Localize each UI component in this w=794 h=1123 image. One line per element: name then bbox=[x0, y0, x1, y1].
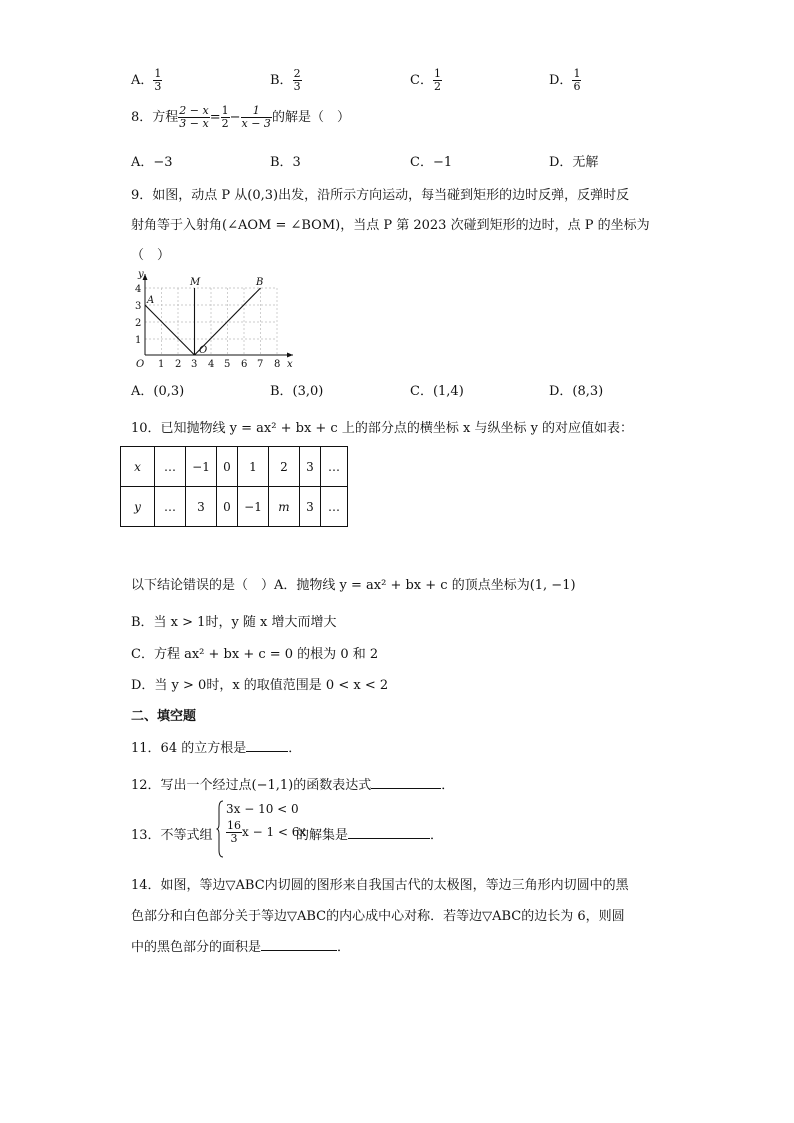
q7-option-c: C． $\frac{1}{2}$ bbox=[410, 67, 441, 93]
svg-text:x: x bbox=[287, 359, 293, 370]
svg-text:O: O bbox=[136, 359, 145, 370]
q11: 11．64 的立方根是 ． bbox=[131, 741, 302, 756]
svg-text:8: 8 bbox=[274, 359, 281, 370]
q12: 12．写出一个经过点(−1,1)的函数表达式 ． bbox=[131, 778, 455, 793]
q7-option-a: A． $\frac{1}{3}$ bbox=[131, 67, 162, 93]
q12-answer-blank bbox=[371, 776, 441, 789]
section-title: 二、填空题 bbox=[131, 709, 197, 724]
svg-text:1: 1 bbox=[135, 335, 142, 346]
q7-option-d: D． $\frac{1}{6}$ bbox=[549, 67, 581, 93]
q8-option-c: C．−1 bbox=[410, 155, 453, 170]
q10-question: 以下结论错误的是（ ）A．抛物线 y = ax² + bx + c 的顶点坐标为(1, −1) bbox=[131, 578, 576, 593]
q13-system bbox=[216, 800, 307, 858]
svg-text:y: y bbox=[138, 269, 144, 280]
q13-ineq-2: $\frac{16}{3}$ x − 1 < 6x bbox=[227, 819, 307, 845]
svg-text:4: 4 bbox=[208, 359, 215, 370]
svg-text:1: 1 bbox=[158, 359, 165, 370]
q11-answer-blank bbox=[246, 739, 288, 752]
q10-option-b: B．当 x > 1时，y 随 x 增大而增大 bbox=[131, 615, 337, 630]
svg-text:B: B bbox=[256, 277, 264, 288]
q10-option-d: D．当 y > 0时，x 的取值范围是 0 < x < 2 bbox=[131, 678, 389, 693]
table-row: x … −1 0 1 2 3 … bbox=[121, 447, 348, 487]
svg-text:A: A bbox=[147, 295, 155, 306]
svg-text:2: 2 bbox=[135, 318, 142, 329]
q8-option-d: D．无解 bbox=[549, 155, 599, 170]
q8-option-b: B．3 bbox=[270, 155, 301, 170]
q13-ineq-1: 3x − 10 < 0 bbox=[226, 802, 299, 816]
svg-text:M: M bbox=[190, 277, 201, 288]
q10-value-table bbox=[120, 446, 348, 527]
left-brace-icon bbox=[216, 800, 224, 858]
q8-option-a: A．−3 bbox=[131, 155, 173, 170]
q14-line2: 色部分和白色部分关于等边▽ABC的内心成中心对称．若等边▽ABC的边长为 6，则圆 bbox=[131, 909, 625, 924]
svg-text:6: 6 bbox=[241, 359, 248, 370]
svg-text:7: 7 bbox=[257, 359, 264, 370]
svg-text:3: 3 bbox=[191, 359, 198, 370]
svg-text:2: 2 bbox=[175, 359, 182, 370]
svg-text:O: O bbox=[199, 345, 208, 356]
q8-stem: 8．方程 $\frac{2 - x}{3 - x}$ = $\frac{1}{2}$ − $\frac{1}{x - 3}$ 的解是（ ） bbox=[131, 104, 350, 130]
q13-prefix: 13．不等式组 bbox=[131, 828, 213, 843]
q10-stem: 10．已知抛物线 y = ax² + bx + c 上的部分点的横坐标 x 与纵坐标 y 的对应值如表： bbox=[131, 421, 634, 436]
q9-option-a: A．(0,3) bbox=[131, 384, 185, 399]
q13-answer: 的解集是 ． bbox=[296, 828, 444, 843]
q9-figure bbox=[128, 268, 303, 372]
table-row: y … 3 0 −1 m 3 … bbox=[121, 487, 348, 527]
q14-line3: 中的黑色部分的面积是 ． bbox=[131, 940, 351, 955]
q10-option-c: C．方程 ax² + bx + c = 0 的根为 0 和 2 bbox=[131, 647, 379, 662]
q9-option-c: C．(1,4) bbox=[410, 384, 464, 399]
q9-option-b: B．(3,0) bbox=[270, 384, 324, 399]
svg-text:4: 4 bbox=[135, 284, 142, 295]
q9-line3: （ ） bbox=[131, 248, 171, 263]
q14-answer-blank bbox=[261, 938, 337, 951]
q9-line2: 射角等于入射角(∠AOM = ∠BOM)，当点 P 第 2023 次碰到矩形的边时，点 P 的坐标为 bbox=[131, 218, 650, 233]
q7-option-b: B． $\frac{2}{3}$ bbox=[270, 67, 301, 93]
q9-line1: 9．如图，动点 P 从(0,3)出发，沿所示方向运动，每当碰到矩形的边时反弹，反弹时反 bbox=[131, 188, 630, 203]
q13-answer-blank bbox=[348, 826, 430, 839]
svg-text:3: 3 bbox=[135, 301, 142, 312]
q9-option-d: D．(8,3) bbox=[549, 384, 604, 399]
svg-text:5: 5 bbox=[224, 359, 231, 370]
q14-line1: 14．如图，等边▽ABC内切圆的图形来自我国古代的太极图，等边三角形内切圆中的黑 bbox=[131, 878, 629, 893]
